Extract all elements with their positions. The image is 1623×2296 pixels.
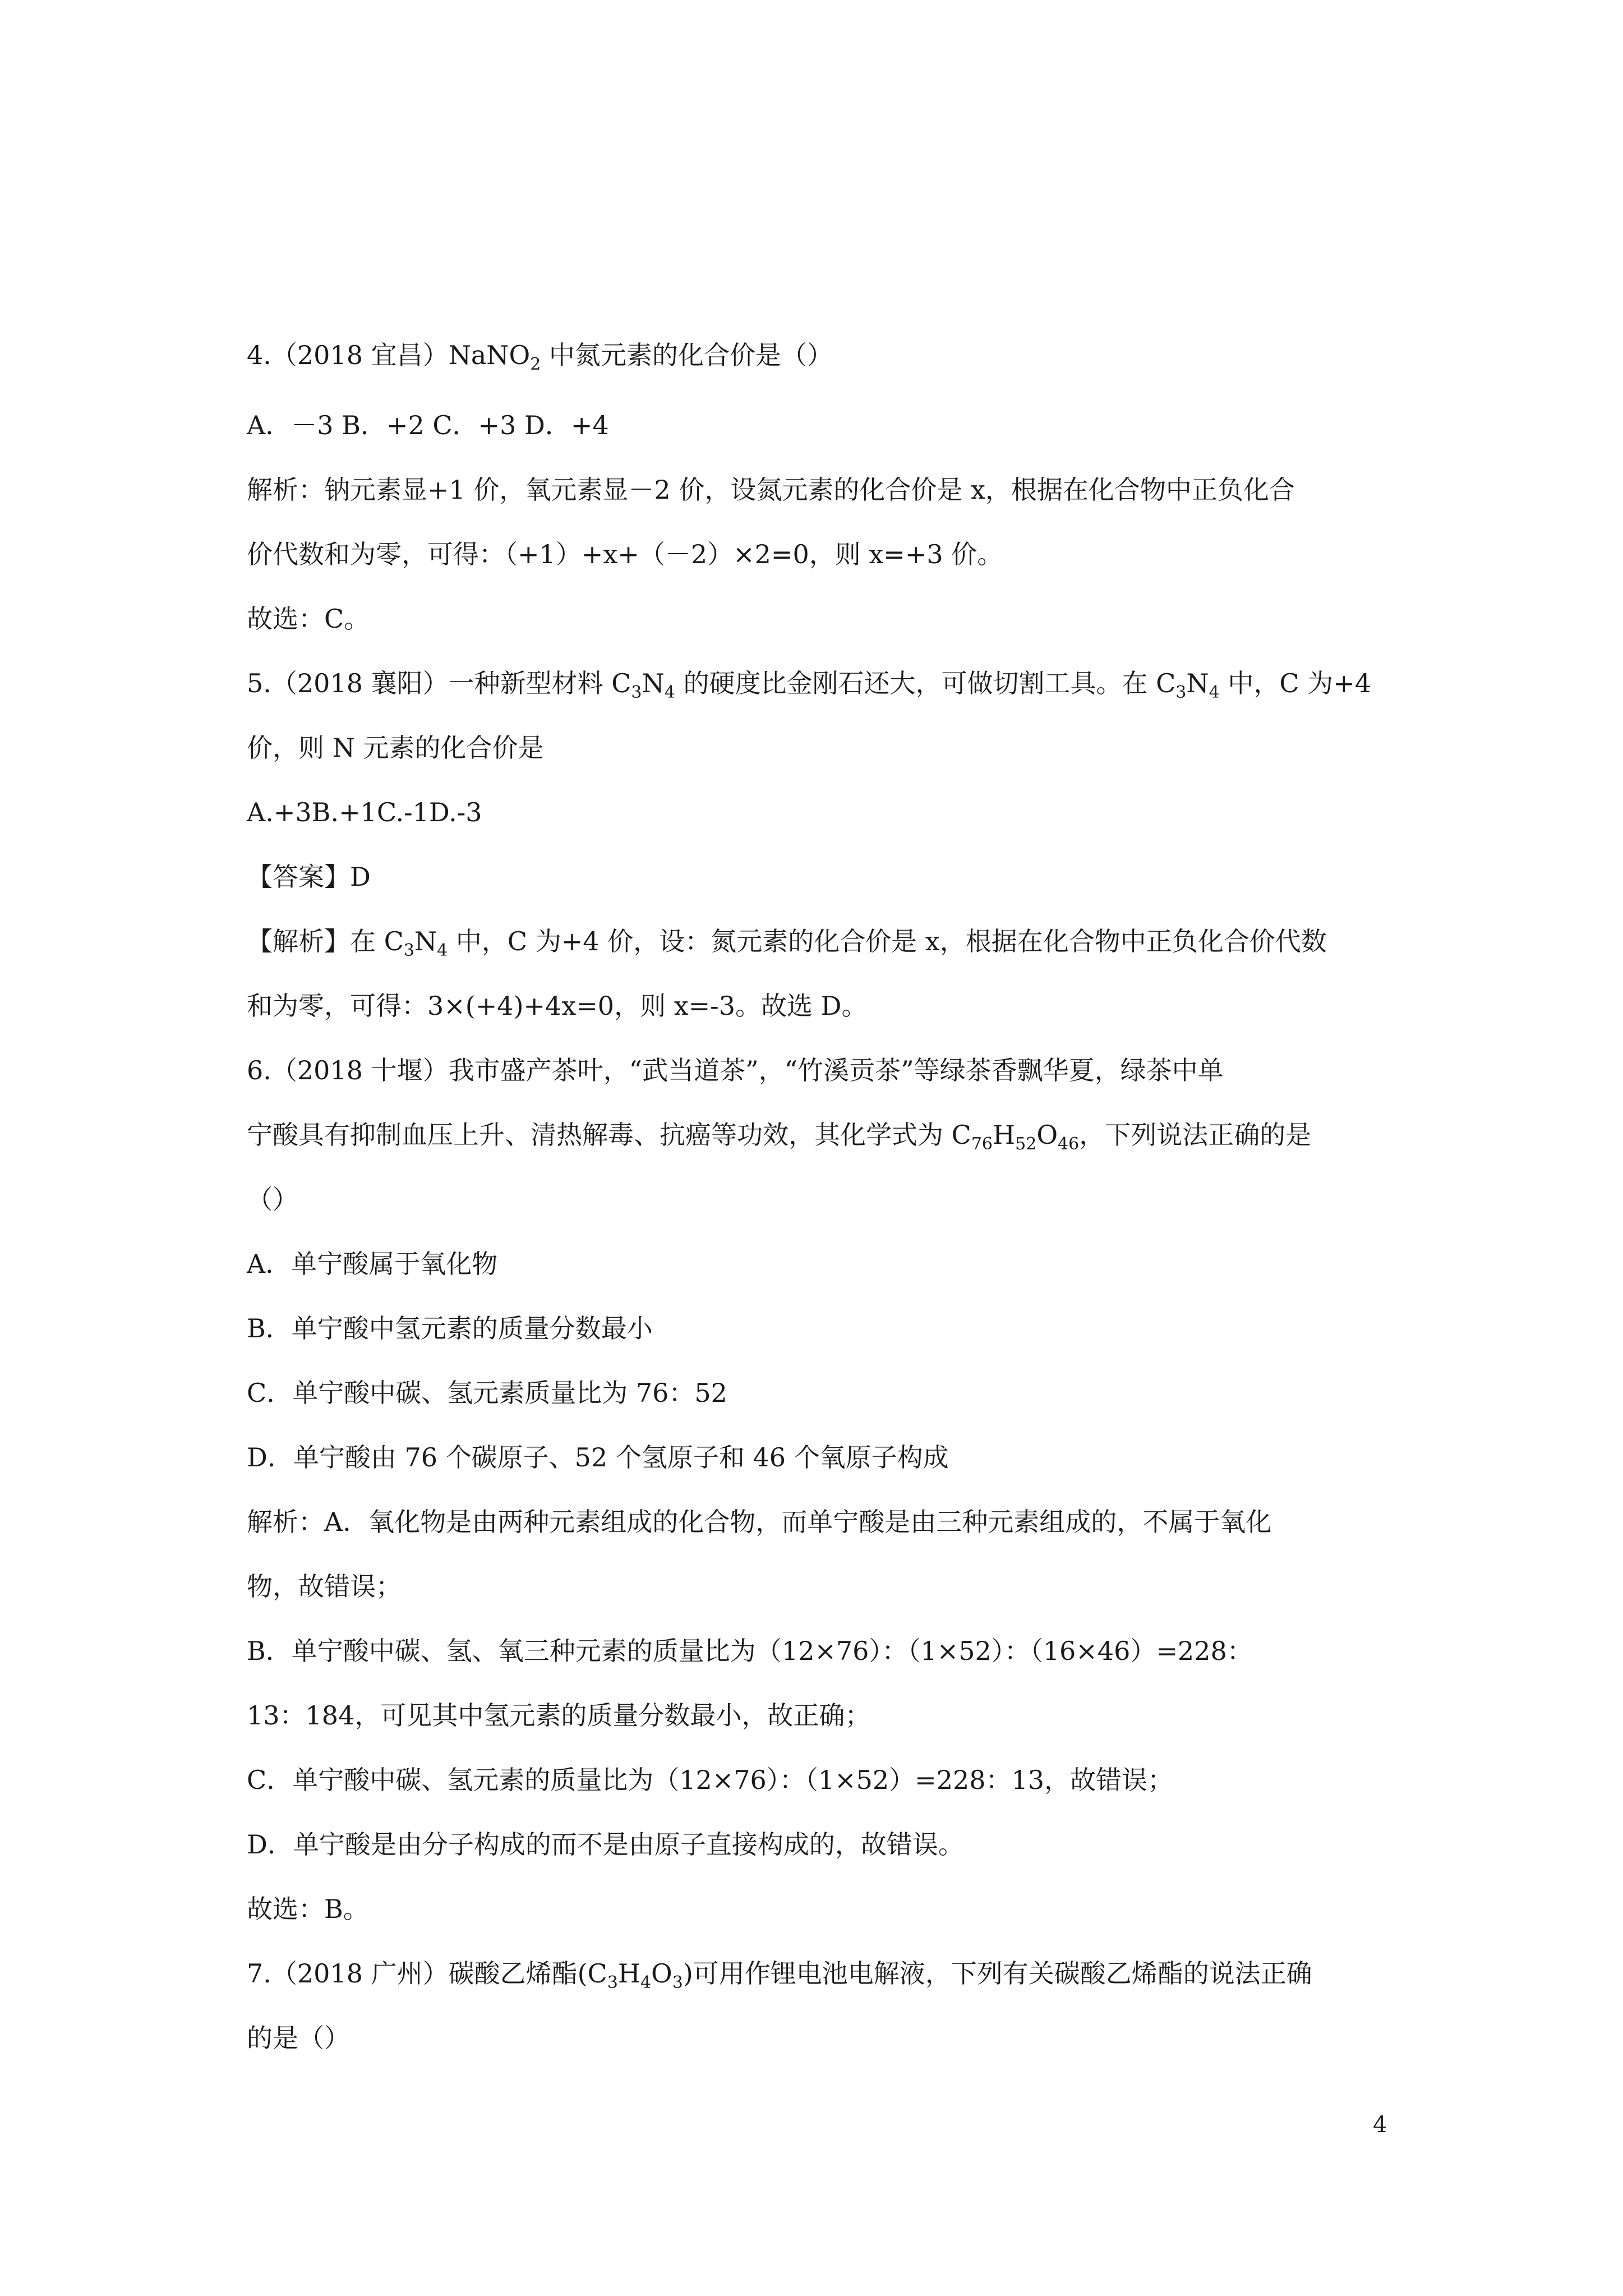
question-4-answer: 故选：C。 (247, 604, 370, 634)
question-6-analysis-line-2: 物，故错误； (247, 1571, 402, 1602)
question-5-answer: 【答案】D (247, 862, 371, 892)
question-6-analysis-line-6: D．单宁酸是由分子构成的而不是由原子直接构成的，故错误。 (247, 1829, 964, 1860)
question-6-analysis-line-4: 13：184，可见其中氢元素的质量分数最小，故正确； (247, 1700, 871, 1731)
question-6-option-b: B．单宁酸中氢元素的质量分数最小 (247, 1313, 653, 1343)
question-5-analysis-line-2: 和为零，可得：3×(+4)+4x=0，则 x=-3。故选 D。 (247, 991, 868, 1021)
question-6-analysis-line-3: B．单宁酸中碳、氢、氧三种元素的质量比为（12×76）：（1×52）：（16×46）=228： (247, 1636, 1253, 1666)
question-6-analysis-line-5: C．单宁酸中碳、氢元素的质量比为（12×76）：（1×52）=228：13，故错误； (247, 1765, 1174, 1795)
question-6-option-a: A．单宁酸属于氧化物 (247, 1249, 498, 1279)
question-7-stem-line-2: 的是（） (247, 2023, 350, 2053)
question-6-stem-line-3: （） (247, 1184, 298, 1214)
question-6-answer: 故选：B。 (247, 1894, 369, 1924)
question-4-options: A．－3 B．+2 C．+3 D．+4 (247, 410, 609, 440)
question-4-analysis-line-1: 解析：钠元素显+1 价，氧元素显－2 价，设氮元素的化合价是 x，根据在化合物中正负化合 (247, 475, 1295, 505)
question-6-option-d: D．单宁酸由 76 个碳原子、52 个氢原子和 46 个氧原子构成 (247, 1442, 949, 1473)
question-6-stem-line-2: 宁酸具有抑制血压上升、清热解毒、抗癌等功效，其化学式为 $C_{76}H_{52}O_{46}$，下列说法正确的是 (247, 1120, 1312, 1154)
question-6-stem-line-1: 6.（2018 十堰）我市盛产茶叶，“武当道茶”，“竹溪贡茶”等绿茶香飘华夏，绿茶中单 (247, 1055, 1224, 1085)
question-6-analysis-line-1: 解析：A．氧化物是由两种元素组成的化合物，而单宁酸是由三种元素组成的，不属于氧化 (247, 1507, 1272, 1537)
question-5-stem-line-2: 价，则 N 元素的化合价是 (247, 733, 544, 763)
question-7-stem-line-1: 7.（2018 广州）碳酸乙烯酯$(C_3H_4O_3)$可用作锂电池电解液，下列有关碳酸乙烯酯的说法正确 (247, 1958, 1312, 1993)
question-6-option-c: C．单宁酸中碳、氢元素质量比为 76：52 (247, 1378, 727, 1408)
question-5-options: A.+3B.+1C.-1D.-3 (247, 797, 482, 827)
question-5-stem-line-1: 5.（2018 襄阳）一种新型材料 $C_3N_4$ 的硬度比金刚石还大，可做切割工具。在 $C_3N_4$ 中，C 为+4 (247, 668, 1371, 702)
question-5-analysis-line-1: 【解析】在 $C_3N_4$ 中，C 为+4 价，设：氮元素的化合价是 x，根据在化合物中正负化合价代数 (247, 926, 1327, 960)
question-4-analysis-line-2: 价代数和为零，可得：（+1）+x+（－2）×2=0，则 x=+3 价。 (247, 539, 1003, 569)
page-number: 4 (1373, 2112, 1387, 2138)
question-4-stem: 4.（2018 宜昌）NaNO$_2$ 中氮元素的化合价是（） (247, 340, 833, 374)
